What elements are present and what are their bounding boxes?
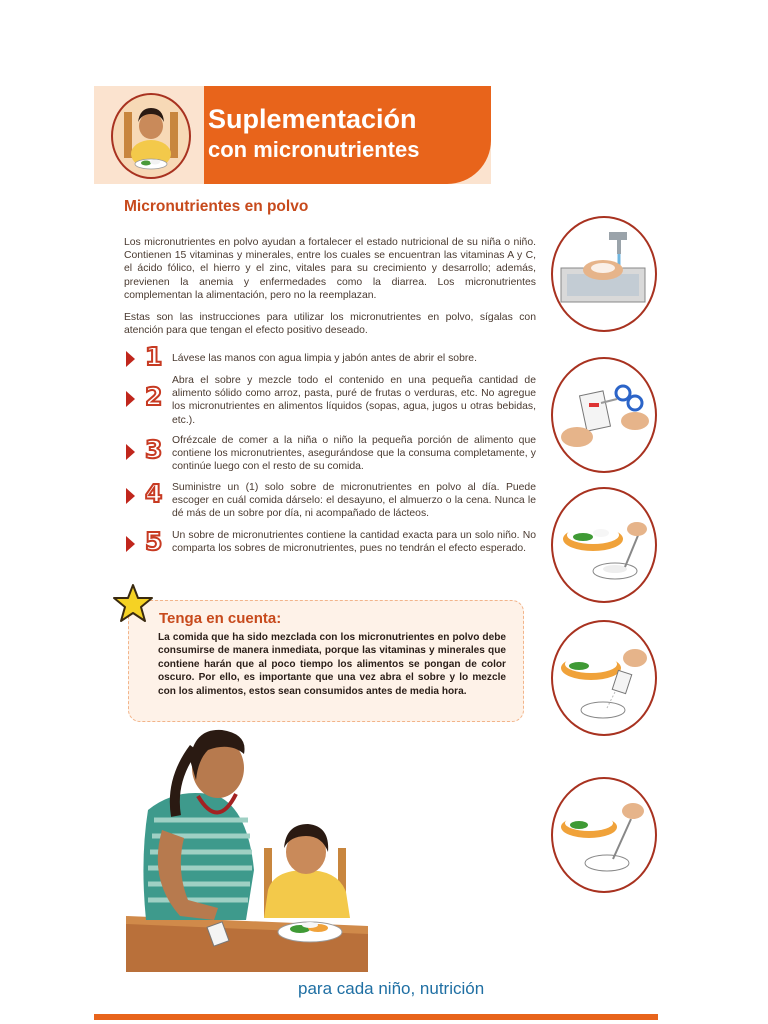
instructions-paragraph: Estas son las instrucciones para utilizar los micronutrientes en polvo, sígalas con atención para que tengan el efecto positivo deseado. <box>124 312 536 337</box>
step-3-text: Ofrézcale de comer a la niña o niño la pequeña porción de alimento que contiene los micronutrientes, asegurándose que la consuma completamente, y continúe luego con el resto de su comida. <box>172 435 536 473</box>
step-2-text: Abra el sobre y mezcle todo el contenido en una pequeña cantidad de alimento sólido como arroz, pasta, puré de frutas o verduras, etc. No agregue los micronutrientes en alimentos líquidos (sopas, agua, jugos u otras bebidas, etc.). <box>172 375 536 426</box>
opening-sachet-illustration <box>551 357 657 473</box>
step-4-arrow-icon <box>126 488 135 504</box>
star-icon <box>112 582 154 624</box>
note-title: Tenga en cuenta: <box>159 610 282 627</box>
page-subtitle: con micronutrientes <box>208 137 420 162</box>
step-3-number: 3 <box>145 435 163 464</box>
step-1-arrow-icon <box>126 351 135 367</box>
footer-slogan: para cada niño, nutrición <box>298 979 485 998</box>
step-1-text: Lávese las manos con agua limpia y jabón antes de abrir el sobre. <box>172 353 477 364</box>
step-4-number: 4 <box>145 479 163 508</box>
spoon-stirring-illustration <box>551 777 657 893</box>
step-5-text: Un sobre de micronutrientes contiene la cantidad exacta para un solo niño. No comparta los sobres de micronutrientes, pues no tendrán el efecto esperado. <box>172 530 536 555</box>
intro-paragraph: Los micronutrientes en polvo ayudan a fortalecer el estado nutricional de su niña o niño. Contienen 15 vitaminas y minerales, entre los cuales se encuentran las vitaminas A y C, el ácido fólico, el hierro y el zinc, vitales para su crecimiento y desarrollo; además, previenen la anemia y enfermedades como la diarrea. Los micronutrientes complementan la alimentación, pero no la reemplazan. <box>124 237 536 301</box>
step-3-arrow-icon <box>126 444 135 460</box>
hand-washing-illustration <box>551 216 657 332</box>
mother-and-child-illustration <box>118 720 368 972</box>
step-4-text: Suministre un (1) solo sobre de micronutrientes en polvo al día. Puede escoger en cuál comida dárselo: el desayuno, el almuerzo o la cena. Nunca le dé más de un sobre por día, ni acompañado de lácteos. <box>172 482 536 520</box>
header-title-box <box>204 86 491 184</box>
footer-bar <box>94 1014 658 1020</box>
pouring-powder-illustration <box>551 620 657 736</box>
mixing-food-illustration <box>551 487 657 603</box>
step-5-arrow-icon <box>126 536 135 552</box>
page-title: Suplementación <box>208 104 417 134</box>
note-body: La comida que ha sido mezclada con los micronutrientes en polvo debe consumirse de manera inmediata, porque las vitaminas y minerales que contiene harán que al poco tiempo los alimentos se pongan de color oscuro. Por ello, es importante que una vez abra el sobre y lo mezcle con los alimentos, estos sean consumidos antes de media hora. <box>158 632 506 697</box>
step-1-number: 1 <box>145 342 163 371</box>
step-2-arrow-icon <box>126 391 135 407</box>
section-title: Micronutrientes en polvo <box>124 198 309 215</box>
step-2-number: 2 <box>145 382 163 411</box>
step-5-number: 5 <box>145 527 163 556</box>
child-eating-portrait <box>110 92 192 180</box>
